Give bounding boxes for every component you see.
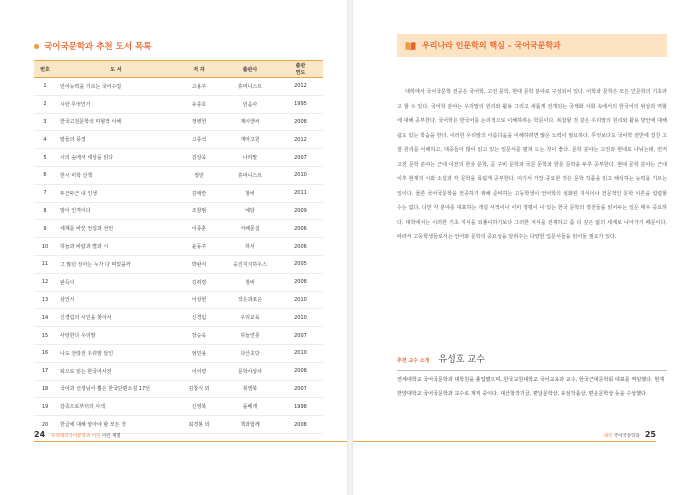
cell-number: 3 [34, 113, 56, 131]
cell-number: 20 [34, 416, 56, 434]
cell-number: 1 [34, 78, 56, 96]
cell-publisher: 문학사상사 [222, 362, 278, 380]
cell-title: 세계를 바꾼 언설과 선언 [56, 220, 176, 238]
cell-author: 신경림 [176, 309, 222, 327]
cell-title: 삼인시 [56, 291, 176, 309]
running-head [51, 433, 121, 439]
cell-number: 6 [34, 166, 56, 184]
cell-author: 최경봉 외 [176, 416, 222, 434]
cell-year: 1998 [278, 398, 323, 416]
table-row [34, 362, 323, 380]
cell-number: 9 [34, 220, 56, 238]
cell-author: 윤동주 [176, 238, 222, 256]
cell-year: 2008 [278, 416, 323, 434]
cell-year: 2009 [278, 202, 323, 220]
cell-author: 정병헌 [176, 113, 222, 131]
cell-title: 한국고전문학의 미형적 이해 [56, 113, 176, 131]
header-author: 저 자 [176, 61, 222, 78]
section-title [34, 40, 151, 52]
cell-year: 2007 [278, 149, 323, 167]
running-head [604, 433, 640, 439]
cell-number: 10 [34, 238, 56, 256]
section-title-text: 국어국문학과 추천 도서 목록 [44, 42, 152, 52]
cell-author: 김상욱 [176, 149, 222, 167]
cell-publisher: 개마고원 [222, 131, 278, 149]
cell-year: 2010 [278, 166, 323, 184]
table-row [34, 131, 323, 149]
section-banner [397, 34, 667, 57]
cell-year: 2008 [278, 362, 323, 380]
cell-author: 고용주 [176, 78, 222, 96]
header-publisher: 출판사 [222, 61, 278, 78]
table-row [34, 344, 323, 362]
cell-title: 시란 무엇인가 [56, 95, 176, 113]
cell-title: 퇴으로 읽는 한국여사전 [56, 362, 176, 380]
cell-publisher: 돌베개 [222, 398, 278, 416]
page-number: 24 [34, 430, 46, 439]
cell-publisher: 웅진지식하우스 [222, 255, 278, 273]
cell-title: 두근두근 내 인생 [56, 184, 176, 202]
cell-year: 2007 [278, 380, 323, 398]
cell-author: 조항범 [176, 202, 222, 220]
cell-number: 15 [34, 327, 56, 345]
cell-number: 4 [34, 131, 56, 149]
body-paragraph: 대학에서 국어국문학 전공은 국어학, 고전 문학, 현대 문학 분야로 구성되어 있다. 어학과 문학은 모든 인문학의 기초라고 할 수 있다. 국어학 분야는 우리말의 원리와 활용 그리고 새롭게 전개되는 국제화 사회 속에서의 한국어의 위상과 역할에 대해 공부한다. 국어학은 한국어를 논리적으로 이해하려는 학문이다. 복잡할 것 같은 우리말의 원리와 활용 방안에 대해 쉽도 있는 학습을 한다. 이러한 우리말의 아름다움을 이해하려면 많은 노력이 필요하다. 무엇보다도 국어학 전반에 걸친 고찰 원리를 이해하고, 대중들이 많이 읽고 있는 일문서를 펼쳐 드는 것이 좋다. 문학 분야는 고전과 현대로 나뉘는데, 먼저 고전 문학 분야는 근대 이전의 한국 문학, 곧 구비 문학과 국문 문학과 한문 문학을 두루 공부한다. 현대 문학 분야는 근대 이후 현재의 시와 소설과 각 문학을 폭넓게 공부한다. 여기서 가장 중요한 것은 문학 작품을 읽고 해석하는 능력을 기르는 일이다. 물론 국어국문학을 전공하기 위해 준비하는 고등학생이 언어학의 심화된 지식이나 전문적인 문학 이론을 섭렵할 수는 없다. 다만 각 분야를 대표하는 개설 서적이나 이미 정평이 나 있는 한국 문학의 정전들을 읽어두는 일은 매우 중요하다. 대학에서는 이러한 기초 지식을 되풀이하기보다 그러한 지식을 전제하고 좀 더 깊은 앎의 세계로 나아가기 때문이다. 따라서 고등학생들로서는 언어와 문학의 중요성을 알려주는 다양한 입문서들을 읽어둘 필요가 있다. [397, 89, 667, 240]
cell-publisher: 휴머니스트 [222, 78, 278, 96]
table-row [34, 255, 323, 273]
table-row [34, 380, 323, 398]
table-body [34, 78, 323, 434]
left-page-footer [34, 430, 347, 442]
cell-year: 2007 [278, 327, 323, 345]
cell-year: 2005 [278, 255, 323, 273]
cell-title: 완득이 [56, 273, 176, 291]
table-row [34, 327, 323, 345]
cell-year: 2012 [278, 131, 323, 149]
left-page [0, 0, 347, 495]
running-head-rest: 국어국문학과 [612, 434, 640, 439]
cell-year: 2006 [278, 238, 323, 256]
cell-title: 하늘과 바람과 별과 시 [56, 238, 176, 256]
cell-author: 이어령 [176, 362, 222, 380]
cell-publisher: 작은과포은 [222, 291, 278, 309]
cell-year: 2008 [278, 113, 323, 131]
cell-year: 2010 [278, 344, 323, 362]
cell-publisher: 책과함께 [222, 416, 278, 434]
right-page-footer [353, 430, 656, 442]
bullet-dot-icon [34, 44, 39, 49]
cell-title: 사랑한다 우리말 [56, 327, 176, 345]
cell-author: 이종훈 [176, 220, 222, 238]
professor-name: 유성호 교수 [438, 355, 485, 365]
cell-publisher: 북앤북 [222, 380, 278, 398]
professor-bio: 연세대학교 국어국문학과 대학원을 졸업했으며, 한국교원대학교 국어교육과 교수, 한국근대문학회 대표를 역임했다. 현재 한양대학교 국어국문학과 교수로 재직 중이다. 대산창작기금, 편달문학상, 유심작품상, 편운문학상 등을 수상했다. [397, 370, 667, 401]
cell-author: 장승욱 [176, 327, 222, 345]
table-row [34, 95, 323, 113]
table-row [34, 220, 323, 238]
cell-publisher: 나라말 [222, 149, 278, 167]
cell-author: 김려령 [176, 273, 222, 291]
header-year: 출판 연도 [278, 61, 323, 78]
cell-title: 그 많던 싱아는 누가 다 먹었을까 [56, 255, 176, 273]
cell-year: 2010 [278, 309, 323, 327]
professor-header [397, 352, 667, 365]
cell-number: 13 [34, 291, 56, 309]
table-row [34, 273, 323, 291]
cell-author: 고종석 [176, 131, 222, 149]
running-head-rest: 이런 계열 [101, 434, 121, 439]
cell-title: 갈족으로부터의 사색 [56, 398, 176, 416]
cell-title: 말들의 풍경 [56, 131, 176, 149]
cell-author: 김창식 외 [176, 380, 222, 398]
cell-title: 한글에 대해 알아야 할 모든 것 [56, 416, 176, 434]
table-row [34, 238, 323, 256]
right-page [353, 0, 700, 495]
cell-year: 2011 [278, 184, 323, 202]
cell-year: 2006 [278, 220, 323, 238]
cell-author: 이상현 [176, 291, 222, 309]
cell-number: 11 [34, 255, 56, 273]
cell-author: 박완서 [176, 255, 222, 273]
cell-number: 7 [34, 184, 56, 202]
table-row [34, 309, 323, 327]
cell-title: 시의 숲에서 세상을 읽다 [56, 149, 176, 167]
cell-number: 18 [34, 380, 56, 398]
cell-publisher: 서해문집 [222, 220, 278, 238]
cell-author: 신영복 [176, 398, 222, 416]
cell-title: 한시 미학 산책 [56, 166, 176, 184]
cell-number: 17 [34, 362, 56, 380]
cell-year: 1995 [278, 95, 323, 113]
cell-number: 19 [34, 398, 56, 416]
cell-number: 12 [34, 273, 56, 291]
cell-title: 말이 인격이다 [56, 202, 176, 220]
header-number: 번호 [34, 61, 56, 78]
cell-title: 신경림의 시인을 찾아서 [56, 309, 176, 327]
open-book-icon [405, 41, 416, 51]
cell-publisher: 예담 [222, 202, 278, 220]
professor-label: 추천 교수 소개 [397, 358, 430, 364]
cell-year: 2010 [278, 291, 323, 309]
cell-number: 8 [34, 202, 56, 220]
table-row [34, 166, 323, 184]
cell-publisher: 민음사 [222, 95, 278, 113]
banner-title: 우리나라 인문학의 핵심 – 국어국문학과 [422, 41, 561, 50]
cell-author: 유종호 [176, 95, 222, 113]
header-title: 도 서 [56, 61, 176, 78]
table-row [34, 184, 323, 202]
page-number: 25 [644, 430, 656, 439]
cell-title: 나도 전랑전 우리말 달인 [56, 344, 176, 362]
table-row [34, 291, 323, 309]
table-row [34, 149, 323, 167]
recommended-books-table [34, 60, 323, 434]
running-head-accent: 우리대학국어문학과 이런 [51, 434, 102, 439]
table-header-row [34, 61, 323, 78]
cell-year: 2008 [278, 273, 323, 291]
cell-title: 언어능력을 기르는 국어수업 [56, 78, 176, 96]
running-head-accent: 대학 [603, 434, 613, 439]
cell-year: 2012 [278, 78, 323, 96]
cell-author: 정민 [176, 166, 222, 184]
table-row [34, 78, 323, 96]
table-row [34, 398, 323, 416]
table-row [34, 202, 323, 220]
cell-author: 김애란 [176, 184, 222, 202]
cell-title: 국어과 선생님이 뽑은 한국단편소설 17선 [56, 380, 176, 398]
cell-number: 2 [34, 95, 56, 113]
cell-publisher: 휴머니스트 [222, 166, 278, 184]
cell-publisher: 제이앤씨 [222, 113, 278, 131]
cell-publisher: 하늘연못 [222, 327, 278, 345]
cell-publisher: 창비 [222, 184, 278, 202]
cell-publisher: 다산초당 [222, 344, 278, 362]
table-row [34, 113, 323, 131]
cell-number: 16 [34, 344, 56, 362]
cell-author: 엄민용 [176, 344, 222, 362]
cell-number: 5 [34, 149, 56, 167]
cell-publisher: 우리교육 [222, 309, 278, 327]
cell-publisher: 하서 [222, 238, 278, 256]
cell-number: 14 [34, 309, 56, 327]
cell-publisher: 창비 [222, 273, 278, 291]
